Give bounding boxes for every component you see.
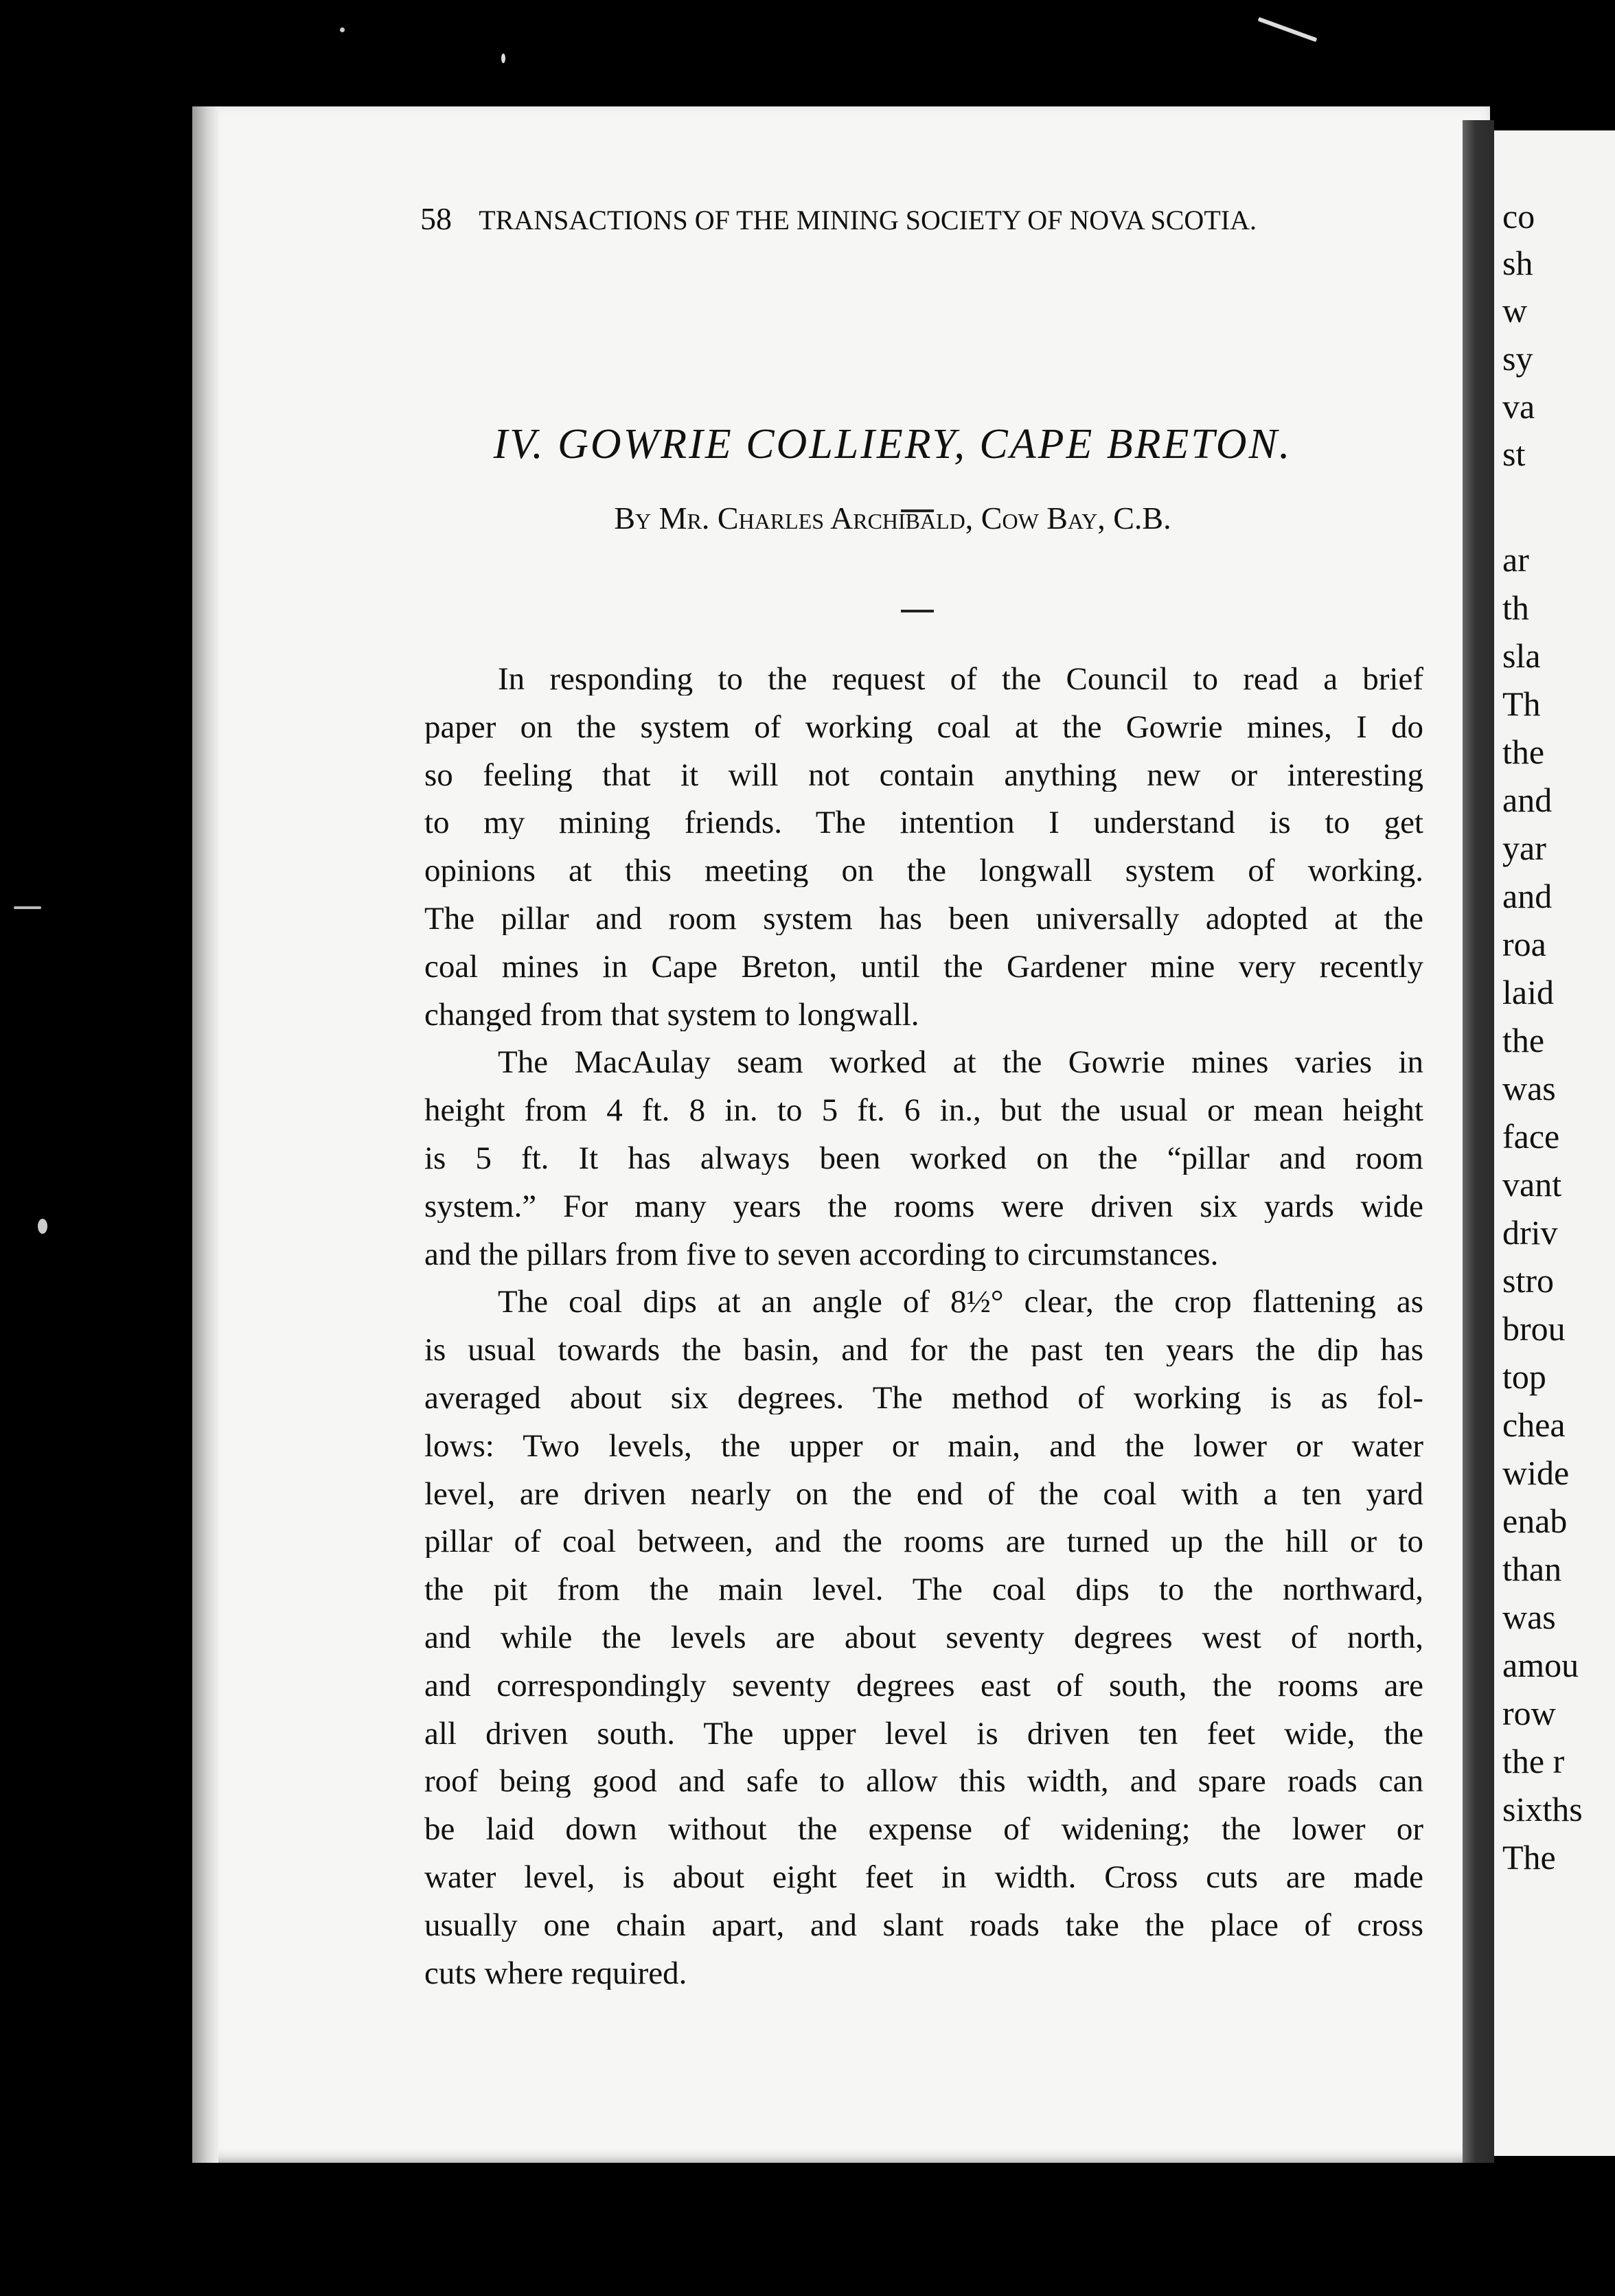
- scan-speck: [501, 54, 505, 63]
- facing-page-fragment: brou: [1502, 1309, 1566, 1348]
- text-line: be laid down without the expense of widening; the lower or: [424, 1813, 1423, 1846]
- text-line: paper on the system of working coal at the Gowrie mines, I do: [424, 711, 1423, 744]
- page-gutter-shadow: [192, 106, 218, 2163]
- text-line: The coal dips at an angle of 8½° clear, the crop flattening as: [498, 1286, 1423, 1319]
- facing-page-fragment: va: [1502, 387, 1535, 426]
- scan-speck: [1258, 17, 1318, 42]
- text-line: water level, is about eight feet in width. Cross cuts are made: [424, 1861, 1423, 1894]
- facing-page-fragment: yar: [1502, 829, 1546, 867]
- text-line: lows: Two levels, the upper or main, and the lower or water: [424, 1430, 1423, 1462]
- facing-page-fragment: was: [1502, 1598, 1556, 1636]
- text-line: roof being good and safe to allow this width, and spare roads can: [424, 1765, 1423, 1798]
- facing-page-fragment: laid: [1502, 973, 1554, 1011]
- text-line: is 5 ft. It has always been worked on the “pillar and room: [424, 1143, 1423, 1175]
- facing-page-fragment: face: [1502, 1117, 1560, 1156]
- facing-page-fragment: Th: [1502, 685, 1541, 723]
- byline-rule: [901, 610, 934, 612]
- facing-page-fragment: w: [1502, 291, 1528, 330]
- text-line: opinions at this meeting on the longwall system of working.: [424, 855, 1423, 888]
- text-line: is usual towards the basin, and for the past ten years the dip has: [424, 1334, 1423, 1367]
- running-head: [420, 200, 1354, 237]
- facing-page-fragment: the: [1502, 733, 1545, 771]
- facing-page-fragment: sy: [1502, 339, 1533, 378]
- facing-page-fragment: the: [1502, 1021, 1545, 1059]
- text-line: The pillar and room system has been universally adopted at the: [424, 903, 1423, 935]
- scan-speck: [14, 906, 41, 909]
- text-line: height from 4 ft. 8 in. to 5 ft. 6 in., but the usual or mean height: [424, 1094, 1423, 1127]
- text-line: The MacAulay seam worked at the Gowrie mines varies in: [498, 1046, 1423, 1079]
- facing-page-fragment: ar: [1502, 540, 1529, 579]
- facing-page-fragment: chea: [1502, 1405, 1566, 1444]
- text-line: pillar of coal between, and the rooms are turned up the hill or to: [424, 1526, 1423, 1559]
- text-line: all driven south. The upper level is driven ten feet wide, the: [424, 1717, 1423, 1750]
- facing-page-fragment: st: [1502, 435, 1526, 473]
- facing-page-fragment: vant: [1502, 1165, 1562, 1204]
- facing-page-fragment: wide: [1502, 1454, 1570, 1492]
- text-line: to my mining friends. The intention I understand is to get: [424, 807, 1423, 840]
- text-line: In responding to the request of the Council to read a brief: [498, 663, 1423, 696]
- text-line: averaged about six degrees. The method of working is as fol-: [424, 1382, 1423, 1414]
- text-line: coal mines in Cape Breton, until the Gardener mine very recently: [424, 950, 1423, 983]
- page-number: 58: [420, 201, 452, 236]
- facing-page-fragment: sla: [1502, 636, 1541, 675]
- text-line: and correspondingly seventy degrees east of south, the rooms are: [424, 1669, 1423, 1702]
- facing-page-fragment: th: [1502, 588, 1529, 627]
- facing-page-fragment: roa: [1502, 925, 1546, 963]
- text-line: usually one chain apart, and slant roads take the place of cross: [424, 1909, 1423, 1942]
- facing-page-fragment: enab: [1502, 1502, 1568, 1540]
- facing-page-fragment: sixths: [1502, 1790, 1583, 1828]
- text-line: so feeling that it will not contain anything new or interesting: [424, 759, 1423, 792]
- facing-page-fragment: than: [1502, 1550, 1562, 1588]
- book-spine: [1463, 120, 1494, 2163]
- journal-title: TRANSACTIONS OF THE MINING SOCIETY OF NOVA SCOTIA.: [479, 205, 1257, 236]
- facing-page-fragment: the r: [1502, 1742, 1565, 1780]
- text-line: level, are driven nearly on the end of the coal with a ten yard: [424, 1478, 1423, 1511]
- text-line: changed from that system to longwall.: [424, 998, 919, 1031]
- text-line: cuts where required.: [424, 1957, 687, 1990]
- article-byline: By Mr. Charles Archibald, Cow Bay, C.B.: [614, 501, 1171, 536]
- facing-page-fragment: row: [1502, 1694, 1556, 1732]
- text-line: and while the levels are about seventy degrees west of north,: [424, 1622, 1423, 1654]
- facing-page: [1494, 130, 1615, 2156]
- facing-page-fragment: co: [1502, 197, 1535, 236]
- text-line: system.” For many years the rooms were driven six yards wide: [424, 1190, 1423, 1223]
- facing-page-fragment: The: [1502, 1838, 1556, 1876]
- facing-page-fragment: top: [1502, 1357, 1546, 1396]
- facing-page-fragment: amou: [1502, 1646, 1579, 1684]
- facing-page-fragment: sh: [1502, 244, 1533, 282]
- text-line: the pit from the main level. The coal dips to the northward,: [424, 1574, 1423, 1607]
- facing-page-fragment: was: [1502, 1069, 1556, 1107]
- facing-page-fragment: driv: [1502, 1213, 1558, 1252]
- scan-speck: [38, 1219, 47, 1234]
- text-line: and the pillars from five to seven according to circumstances.: [424, 1238, 1219, 1271]
- facing-page-fragment: and: [1502, 877, 1553, 915]
- article-title: IV. GOWRIE COLLIERY, CAPE BRETON.: [493, 421, 1292, 468]
- facing-page-fragment: stro: [1502, 1261, 1554, 1300]
- page: [192, 106, 1490, 2163]
- scan-speck: [340, 27, 345, 32]
- facing-page-fragment: and: [1502, 781, 1553, 819]
